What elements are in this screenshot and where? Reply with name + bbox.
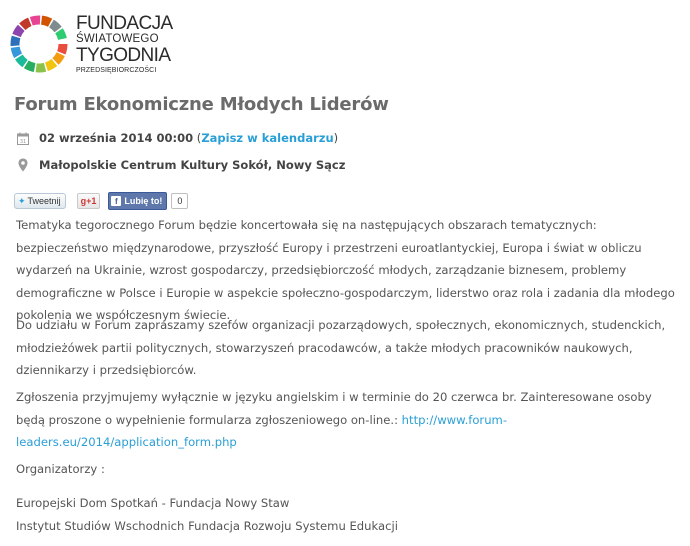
event-title: Forum Ekonomiczne Młodych Liderów <box>14 94 389 115</box>
logo-line-3: TYGODNIA <box>76 45 171 67</box>
calendar-icon <box>16 130 30 146</box>
gplus-label: g+1 <box>80 196 97 206</box>
logo-line-4: PRZEDSIĘBIORCZOŚCI <box>76 67 157 75</box>
logo-line-1: FUNDACJA <box>76 12 173 34</box>
event-date-row <box>16 130 338 146</box>
fb-like-label: Lubię to! <box>124 196 163 206</box>
facebook-like-count: 0 <box>171 193 188 209</box>
logo-wordmark <box>76 14 173 75</box>
application-form-link[interactable]: http://www.forum-leaders.eu/2014/application_form.php <box>16 412 508 449</box>
logo-line-2: ŚWIATOWEGO <box>76 32 159 45</box>
organizers-list <box>16 492 678 537</box>
social-share-bar <box>14 192 188 210</box>
organizer-item: Europejski Dom Spotkań - Fundacja Nowy Staw <box>16 496 290 510</box>
add-to-calendar-link[interactable]: Zapisz w kalendarzu <box>201 131 334 145</box>
event-location: Małopolskie Centrum Kultury Sokół, Nowy Sącz <box>39 158 346 172</box>
description-paragraph-2: Do udziału w Forum zapraszamy szefów organizacji pozarządowych, społecznych, ekonomicznych, studenckich, młodzieżówek partii politycznych, stowarzyszeń pracodawców, a także młodych pracowników naukowych, dziennikarzy i przedsiębiorców. <box>16 318 666 377</box>
svg-text:31: 31 <box>19 138 27 145</box>
facebook-like-button[interactable] <box>108 192 167 210</box>
map-pin-icon <box>16 157 30 173</box>
event-location-row <box>16 157 345 173</box>
logo-ring-icon <box>8 13 70 75</box>
organizers-heading: Organizatorzy : <box>16 462 105 476</box>
foundation-logo[interactable] <box>8 6 268 82</box>
description-paragraph-1: Tematyka tegorocznego Forum będzie koncertowała się na następujących obszarach tematycznych: bezpieczeństwo międzynarodowe, przyszłość Europy i przestrzeni euroatlantyckiej, Europa i świat w obliczu wydarzeń na Ukrainie, wzrost gospodarczy, przedsiębiorczość młodych, zarządzanie biznesem, problemy demograficzne w Polsce i Europie w aspekcie społeczno-gospodarczym, liderstwo oraz rola i zadania dla młodego pokolenia we współczesnym świecie. <box>16 218 675 322</box>
twitter-bird-icon: ✦ <box>18 195 26 206</box>
organizer-item: Instytut Studiów Wschodnich Fundacja Rozwoju Systemu Edukacji <box>16 518 398 533</box>
open-paren: ( <box>193 131 202 145</box>
facebook-icon: f <box>111 196 121 206</box>
tweet-label: Tweetnij <box>27 196 61 206</box>
google-plus-button[interactable] <box>77 193 101 209</box>
tweet-button[interactable] <box>14 193 66 209</box>
close-paren: ) <box>333 131 339 145</box>
application-paragraph <box>16 386 678 454</box>
application-text: Zgłoszenia przyjmujemy wyłącznie w języku angielskim i w terminie do 20 czerwca br. Zainteresowane osoby będą proszone o wypełnienie formularza zgłoszeniowego on-line.: <box>16 390 652 427</box>
event-date: 02 września 2014 00:00 <box>39 131 194 145</box>
